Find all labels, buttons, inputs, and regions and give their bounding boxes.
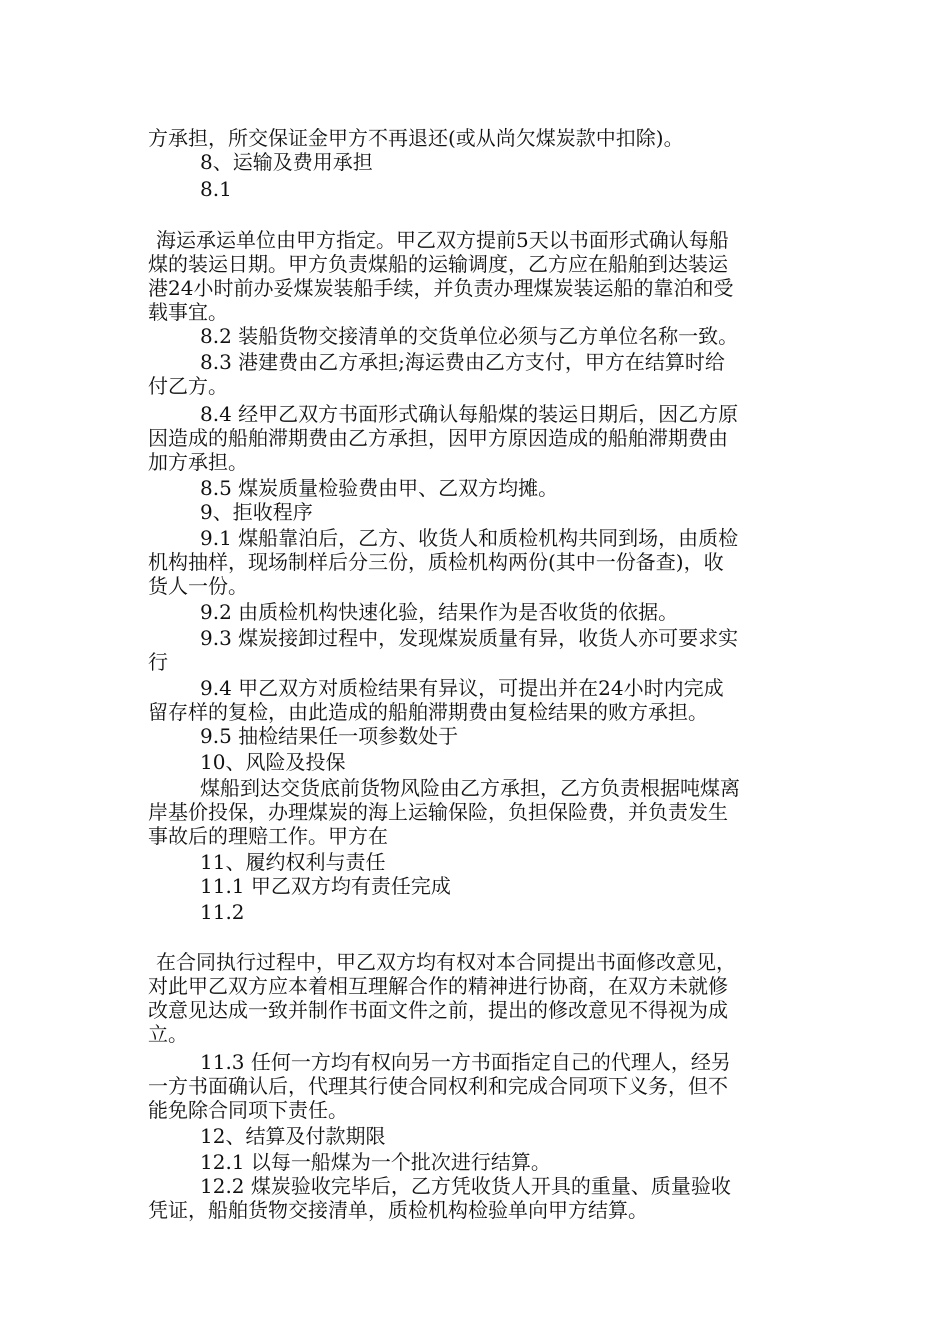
text-line: 11.3 任何一方均有权向另一方书面指定自己的代理人，经另 — [200, 1050, 731, 1074]
text-line: 9.3 煤炭接卸过程中，发现煤炭质量有异，收货人亦可要求实 — [200, 626, 739, 650]
text-line: 付乙方。 — [148, 374, 228, 398]
text-line: 事故后的理赔工作。甲方在 — [148, 824, 388, 848]
text-line: 在合同执行过程中，甲乙双方均有权对本合同提出书面修改意见， — [156, 950, 736, 974]
text-line: 11.1 甲乙双方均有责任完成 — [200, 874, 451, 898]
text-line: 8.5 煤炭质量检验费由甲、乙双方均摊。 — [200, 476, 559, 500]
text-line: 煤的装运日期。甲方负责煤船的运输调度，乙方应在船舶到达装运 — [148, 252, 728, 276]
text-line: 方承担，所交保证金甲方不再退还(或从尚欠煤炭款中扣除)。 — [148, 126, 684, 150]
section-heading: 12、结算及付款期限 — [200, 1124, 386, 1148]
text-line: 港24小时前办妥煤炭装船手续，并负责办理煤炭装运船的靠泊和受 — [148, 276, 734, 300]
text-line: 行 — [148, 650, 168, 674]
text-line: 9.4 甲乙双方对质检结果有异议，可提出并在24小时内完成 — [200, 676, 724, 700]
text-line: 一方书面确认后，代理其行使合同权利和完成合同项下义务，但不 — [148, 1074, 728, 1098]
text-line: 对此甲乙双方应本着相互理解合作的精神进行协商，在双方未就修 — [148, 974, 728, 998]
text-line: 岸基价投保，办理煤炭的海上运输保险，负担保险费，并负责发生 — [148, 800, 728, 824]
text-line: 凭证，船舶货物交接清单，质检机构检验单向甲方结算。 — [148, 1198, 648, 1222]
text-line: 8.3 港建费由乙方承担;海运费由乙方支付，甲方在结算时给 — [200, 350, 725, 374]
section-heading: 11、履约权利与责任 — [200, 850, 386, 874]
text-line: 载事宜。 — [148, 300, 228, 324]
text-line: 改意见达成一致并制作书面文件之前，提出的修改意见不得视为成 — [148, 998, 728, 1022]
text-line: 能免除合同项下责任。 — [148, 1098, 348, 1122]
clause-number: 11.2 — [200, 900, 245, 924]
clause-number: 8.1 — [200, 177, 232, 201]
text-line: 12.1 以每一船煤为一个批次进行结算。 — [200, 1150, 551, 1174]
text-line: 因造成的船舶滞期费由乙方承担，因甲方原因造成的船舶滞期费由 — [148, 426, 728, 450]
section-heading: 10、风险及投保 — [200, 750, 346, 774]
text-line: 8.4 经甲乙双方书面形式确认每船煤的装运日期后，因乙方原 — [200, 402, 739, 426]
text-line: 12.2 煤炭验收完毕后，乙方凭收货人开具的重量、质量验收 — [200, 1174, 731, 1198]
text-line: 8.2 装船货物交接清单的交货单位必须与乙方单位名称一致。 — [200, 324, 739, 348]
text-line: 加方承担。 — [148, 450, 248, 474]
section-heading: 9、拒收程序 — [200, 500, 313, 524]
text-line: 货人一份。 — [148, 574, 248, 598]
text-line: 机构抽样，现场制样后分三份，质检机构两份(其中一份备查)，收 — [148, 550, 724, 574]
text-line: 煤船到达交货底前货物风险由乙方承担，乙方负责根据吨煤离 — [200, 776, 740, 800]
text-line: 留存样的复检，由此造成的船舶滞期费由复检结果的败方承担。 — [148, 700, 708, 724]
text-line: 9.2 由质检机构快速化验，结果作为是否收货的依据。 — [200, 600, 679, 624]
text-line: 立。 — [148, 1022, 188, 1046]
text-line: 海运承运单位由甲方指定。甲乙双方提前5天以书面形式确认每船 — [156, 228, 729, 252]
text-line: 9.5 抽检结果任一项参数处于 — [200, 724, 459, 748]
text-line: 9.1 煤船靠泊后，乙方、收货人和质检机构共同到场，由质检 — [200, 526, 739, 550]
section-heading: 8、运输及费用承担 — [200, 150, 373, 174]
